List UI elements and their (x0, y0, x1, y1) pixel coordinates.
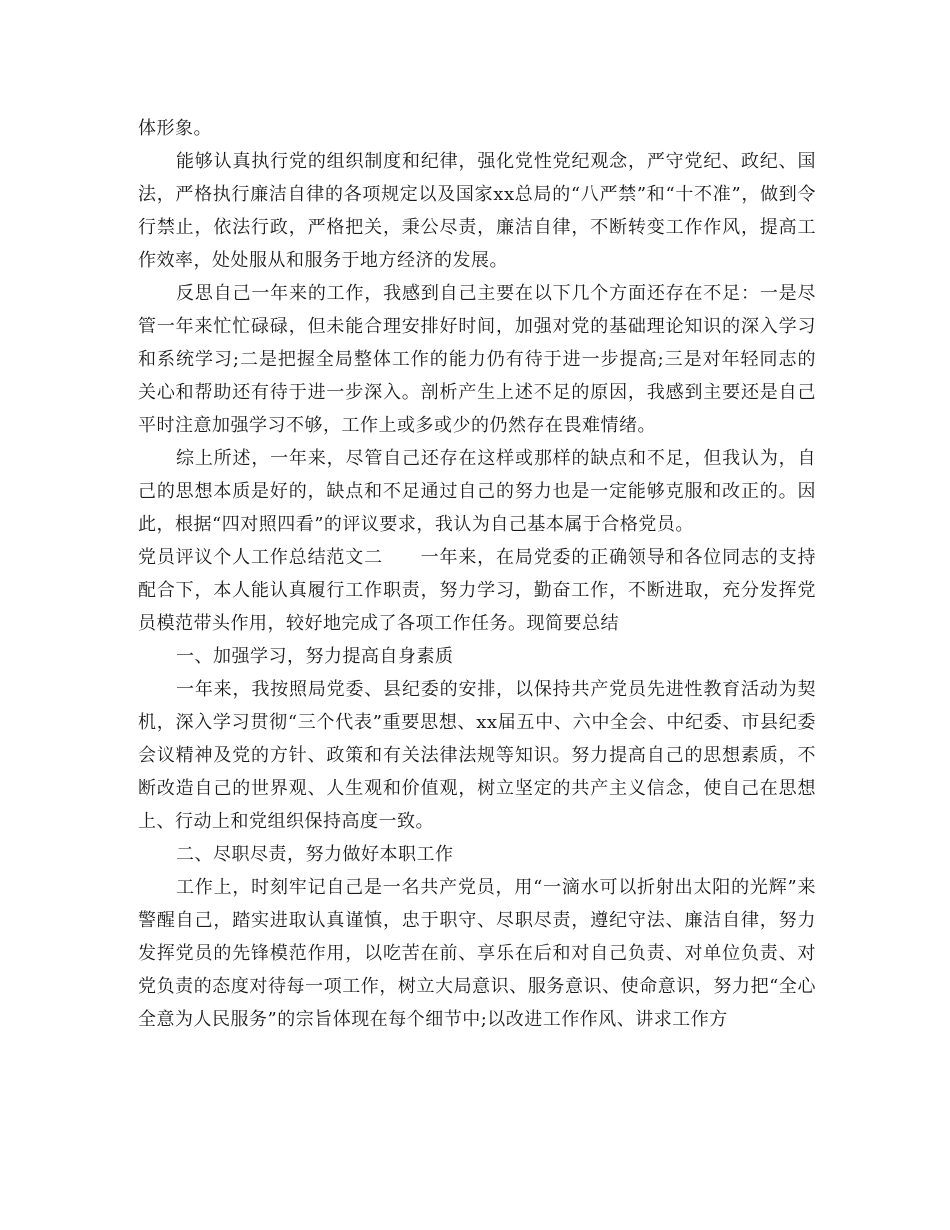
paragraph-9: 工作上，时刻牢记自己是一名共产党员，用“一滴水可以折射出太阳的光辉”来警醒自己，踏实进取认真谨慎，忠于职守、尽职尽责，遵纪守法、廉洁自律，努力发挥党员的先锋模范作用，以吃苦在前、享乐在后和对自己负责、对单位负责、对党负责的态度对待每一项工作，树立大局意识、服务意识、使命意识，努力把“全心全意为人民服务”的宗旨体现在每个细节中;以改进工作作风、讲求工作方 (138, 877, 816, 1030)
heading-section-2: 二、尽职尽责，努力做好本职工作 (176, 844, 454, 865)
paragraph-2: 能够认真执行党的组织制度和纪律，强化党性党纪观念，严守党纪、政纪、国法，严格执行廉洁自律的各项规定以及国家xx总局的“八严禁”和“十不准”，做到令行禁止，依法行政，严格把关，秉公尽责，廉洁自律，不断转变工作作风，提高工作效率，处处服从和服务于地方经济的发展。 (138, 151, 816, 271)
paragraph-4: 综上所述，一年来，尽管自己还存在这样或那样的缺点和不足，但我认为，自己的思想本质是好的，缺点和不足通过自己的努力也是一定能够克服和改正的。因此，根据“四对照四看”的评议要求，我认为自己基本属于合格党员。 (138, 448, 816, 535)
heading-section-1: 一、加强学习，努力提高自身素质 (176, 646, 454, 667)
paragraph-1: 体形象。 (138, 118, 212, 139)
paragraph-5-section-title: 党员评议个人工作总结范文二 一年来，在局党委的正确领导和各位同志的支持配合下，本人能认真履行工作职责，努力学习，勤奋工作，不断进取，充分发挥党员模范带头作用，较好地完成了各项工作任务。现简要总结 (138, 547, 816, 634)
paragraph-3: 反思自己一年来的工作，我感到自己主要在以下几个方面还存在不足：一是尽管一年来忙忙碌碌，但未能合理安排好时间，加强对党的基础理论知识的深入学习和系统学习;二是把握全局整体工作的能力仍有待于进一步提高;三是对年轻同志的关心和帮助还有待于进一步深入。剖析产生上述不足的原因，我感到主要还是自己平时注意加强学习不够，工作上或多或少的仍然存在畏难情绪。 (138, 283, 816, 436)
paragraph-7: 一年来，我按照局党委、县纪委的安排，以保持共产党员先进性教育活动为契机，深入学习贯彻“三个代表”重要思想、xx届五中、六中全会、中纪委、市县纪委会议精神及党的方针、政策和有关法律法规等知识。努力提高自己的思想素质，不断改造自己的世界观、人生观和价值观，树立坚定的共产主义信念，使自己在思想上、行动上和党组织保持高度一致。 (138, 679, 816, 832)
